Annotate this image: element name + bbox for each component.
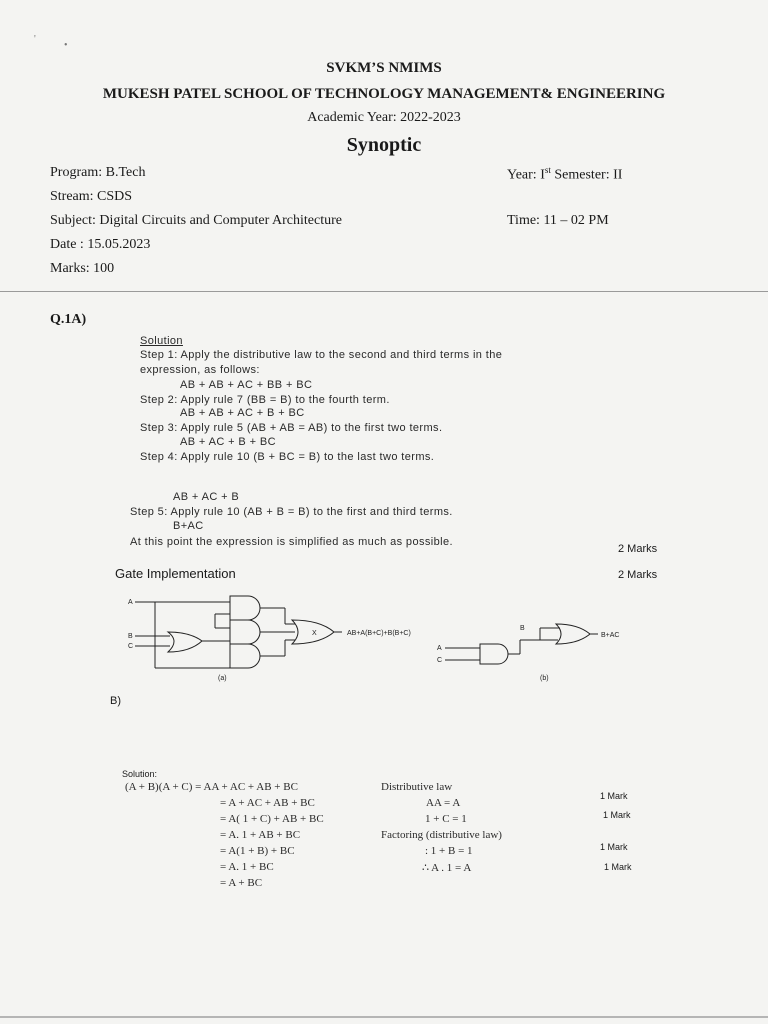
and-gate-1 — [230, 596, 260, 620]
solution-heading-b: Solution: — [122, 769, 158, 779]
derivation-expression: (A + B)(A + C) = AA + AC + AB + BC — [125, 781, 298, 793]
year-superscript: st — [544, 165, 551, 175]
program-label: Program: B.Tech — [50, 165, 146, 180]
scan-speck: • — [64, 40, 68, 51]
time-label: Time: 11 – 02 PM — [507, 213, 609, 228]
derivation-reason: 1 + C = 1 — [425, 813, 467, 825]
circuit-b-output: B+AC — [601, 632, 620, 639]
year-prefix: Year: I — [507, 167, 545, 183]
year-semester-label — [507, 165, 622, 184]
derivation-expression: = A. 1 + AB + BC — [220, 829, 301, 841]
or-gate-b — [556, 624, 590, 644]
input-c2-label: C — [437, 657, 443, 664]
derivation-reason: AA = A — [426, 797, 461, 809]
solution-line: Step 5: Apply rule 10 (AB + B = B) to the first and third terms. — [130, 506, 453, 518]
solution-line: Step 3: Apply rule 5 (AB + AB = AB) to the first two terms. — [140, 422, 443, 434]
or-gate-1 — [168, 632, 202, 652]
solution-line: AB + AB + AC + BB + BC — [180, 379, 313, 391]
university-name: SVKM’S NMIMS — [326, 60, 442, 76]
document-title: Synoptic — [346, 134, 422, 156]
gate-implementation-heading: Gate Implementation — [115, 566, 236, 581]
solution-line: AB + AC + B + BC — [180, 436, 276, 448]
academic-year: Academic Year: 2022-2023 — [307, 110, 461, 125]
caption-a: (a) — [218, 675, 227, 682]
school-name: MUKESH PATEL SCHOOL OF TECHNOLOGY MANAGEMENT& ENGINEERING — [102, 86, 666, 102]
marks-allocation: 2 Marks — [618, 569, 658, 581]
scan-speck: ' — [34, 34, 36, 45]
and-gate-b — [480, 644, 508, 664]
derivation-reason: Factoring (distributive law) — [381, 829, 502, 841]
and-gate-3 — [230, 644, 260, 668]
marks-label: Marks: 100 — [50, 261, 115, 276]
page-bottom-edge — [0, 1016, 768, 1018]
question-1a-label: Q.1A) — [50, 312, 87, 327]
marks-allocation: 1 Mark — [603, 810, 631, 820]
solution-line: Step 1: Apply the distributive law to the second and third terms in the — [140, 349, 503, 361]
solution-line: AB + AB + AC + B + BC — [180, 407, 305, 419]
solution-line: Step 4: Apply rule 10 (B + BC = B) to the last two terms. — [140, 451, 435, 463]
input-b-label: B — [128, 633, 133, 640]
derivation-reason: : 1 + B = 1 — [425, 845, 473, 857]
derivation-expression: = A(1 + B) + BC — [220, 845, 295, 857]
node-x-label: X — [312, 630, 317, 637]
caption-b: (b) — [540, 675, 549, 682]
derivation-expression: = A + AC + AB + BC — [220, 797, 315, 809]
and-gate-2 — [230, 620, 260, 644]
solution-line: expression, as follows: — [140, 364, 260, 376]
subject-label: Subject: Digital Circuits and Computer Architecture — [50, 213, 342, 228]
solution-line: At this point the expression is simplified as much as possible. — [130, 536, 453, 548]
input-a2-label: A — [437, 645, 442, 652]
question-1b-label: B) — [110, 695, 121, 707]
circuit-a-output: AB+A(B+C)+B(B+C) — [347, 630, 411, 637]
solution-line: Step 2: Apply rule 7 (BB = B) to the fourth term. — [140, 394, 390, 406]
input-c-label: C — [128, 643, 134, 650]
input-b2-label: B — [520, 625, 525, 632]
solution-heading: Solution — [140, 335, 183, 347]
marks-allocation: 1 Mark — [604, 862, 632, 872]
derivation-reason: ∴ A . 1 = A — [422, 862, 472, 874]
date-label: Date : 15.05.2023 — [50, 237, 151, 252]
logic-circuit-diagram — [120, 588, 660, 683]
solution-line: B+AC — [173, 520, 204, 532]
input-a-label: A — [128, 599, 133, 606]
marks-allocation: 2 Marks — [618, 543, 658, 555]
derivation-expression: = A( 1 + C) + AB + BC — [220, 813, 324, 825]
header-divider — [0, 291, 768, 292]
derivation-expression: = A. 1 + BC — [220, 861, 274, 873]
derivation-expression: = A + BC — [220, 877, 263, 889]
solution-line: AB + AC + B — [173, 491, 240, 503]
stream-label: Stream: CSDS — [50, 189, 133, 204]
marks-allocation: 1 Mark — [600, 842, 628, 852]
derivation-reason: Distributive law — [381, 781, 453, 793]
marks-allocation: 1 Mark — [600, 791, 628, 801]
semester-text: Semester: II — [550, 167, 623, 183]
